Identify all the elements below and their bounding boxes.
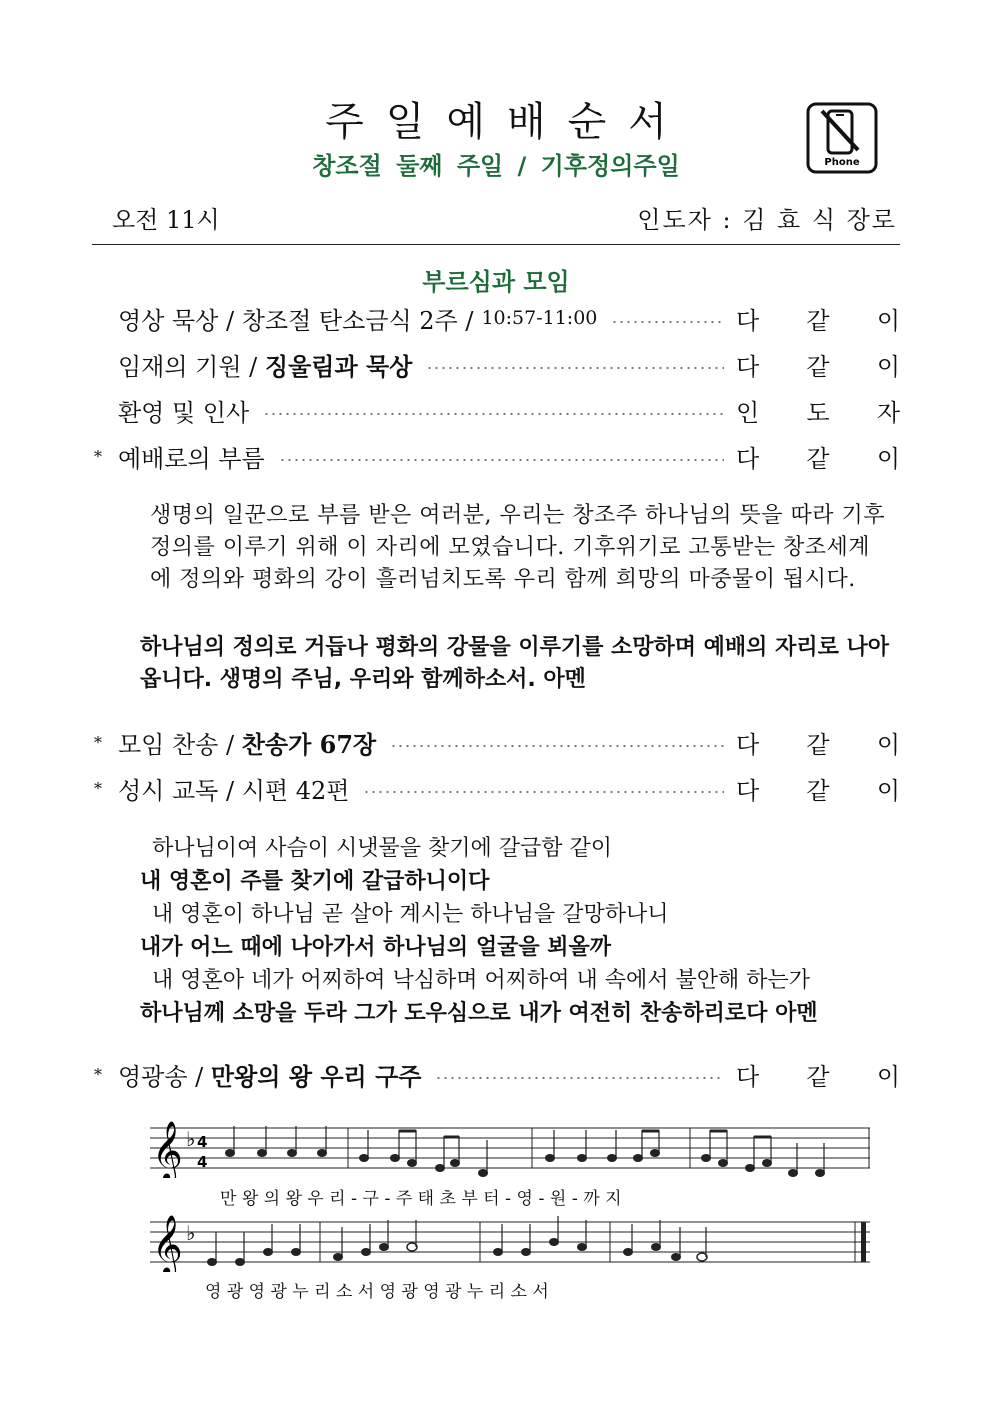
phone-label: Phone	[824, 157, 860, 168]
music-staff-1	[150, 1118, 870, 1182]
call-to-worship-people: 하나님의 정의로 거듭나 평화의 강물을 이루기를 소망하며 예배의 자리로 나아옵니다. 생명의 주님, 우리와 함께하소서. 아멘	[140, 635, 889, 692]
order-row	[94, 1054, 900, 1094]
psalm-line-people: 내 영혼이 주를 찾기에 갈급하니이다	[140, 869, 490, 894]
row-star: *	[94, 732, 102, 752]
no-phone-icon	[806, 102, 878, 174]
order-row	[94, 298, 900, 338]
leader-dots	[390, 744, 724, 748]
time-signature-bottom: 4	[197, 1153, 208, 1171]
leader	[637, 200, 897, 235]
psalm-line-leader: 내 영혼이 하나님 곧 살아 계시는 하나님을 갈망하나니	[152, 902, 669, 927]
service-time: 오전 11시	[112, 206, 220, 234]
section-title: 부르심과 모임	[422, 268, 570, 296]
flat-icon: ♭	[186, 1127, 196, 1151]
order-row	[94, 436, 900, 476]
row-label: 영광송 / 만왕의 왕 우리 구주	[118, 1061, 422, 1091]
row-label: 예배로의 부름	[118, 444, 265, 473]
psalm-line-leader: 하나님이여 사슴이 시냇물을 찾기에 갈급함 같이	[152, 836, 613, 861]
page-subtitle: 창조절 둘째 주일 / 기후정의주일	[312, 152, 680, 180]
row-who: 인 도 자	[736, 398, 900, 427]
call-to-worship-leader: 생명의 일꾼으로 부름 받은 여러분, 우리는 창조주 하나님의 뜻을 따라 기후정의를 이루기 위해 이 자리에 모였습니다. 기후위기로 고통받는 창조세계에 정의와 평화의 강이 흘러넘치도록 우리 함께 희망의 마중물이 됩시다.	[150, 503, 885, 592]
time-signature-top: 4	[197, 1133, 208, 1151]
order-row	[94, 344, 900, 384]
treble-clef-icon: 𝄞	[152, 1121, 183, 1178]
row-label: 모임 찬송 / 찬송가 67장	[118, 729, 377, 759]
leader-dots	[279, 458, 724, 462]
leader-dots	[426, 366, 724, 370]
row-who: 다 같 이	[736, 352, 900, 381]
leader-dots	[435, 1076, 724, 1080]
divider	[92, 244, 900, 245]
lyrics-line-1: 만 왕 의 왕 우 리 - 구 - 주 태 초 부 터 - 영 - 원 - 까 지	[220, 1189, 622, 1209]
leader-dots	[611, 320, 724, 324]
row-who: 다 같 이	[736, 1062, 900, 1091]
row-time: 10:57-11:00	[481, 307, 598, 329]
row-star: *	[94, 1064, 102, 1084]
leader-name: 김 효 식 장로	[742, 206, 897, 234]
notes	[225, 1149, 825, 1177]
lyrics-line-2: 영 광 영 광 누 리 소 서 영 광 영 광 누 리 소 서	[205, 1282, 549, 1302]
psalm-line-leader: 내 영혼아 네가 어찌하여 낙심하며 어찌하여 내 속에서 불안해 하는가	[152, 968, 810, 993]
order-row	[94, 722, 900, 762]
row-label: 성시 교독 / 시편 42편	[118, 776, 350, 805]
page-title: 주일예배순서	[325, 99, 689, 145]
leader-label: 인도자 :	[637, 206, 733, 234]
flat-icon: ♭	[186, 1221, 196, 1245]
row-label: 임재의 기원 / 징울림과 묵상	[118, 351, 413, 381]
leader-dots	[363, 790, 724, 794]
row-who: 다 같 이	[736, 444, 900, 473]
music-staff-2	[150, 1212, 870, 1276]
row-who: 다 같 이	[736, 306, 900, 335]
row-star: *	[94, 446, 102, 466]
treble-clef-icon: 𝄞	[152, 1215, 183, 1272]
leader-dots	[263, 412, 724, 416]
row-star: *	[94, 778, 102, 798]
row-label: 환영 및 인사	[118, 398, 250, 427]
row-who: 다 같 이	[736, 730, 900, 759]
order-row	[94, 768, 900, 808]
psalm-line-people: 내가 어느 때에 나아가서 하나님의 얼굴을 뵈올까	[140, 935, 611, 960]
psalm-line-people: 하나님께 소망을 두라 그가 도우심으로 내가 여전히 찬송하리로다 아멘	[140, 1001, 818, 1026]
row-who: 다 같 이	[736, 776, 900, 805]
order-row	[94, 390, 900, 430]
row-label: 영상 묵상 / 창조절 탄소금식 2주 /	[118, 306, 474, 335]
